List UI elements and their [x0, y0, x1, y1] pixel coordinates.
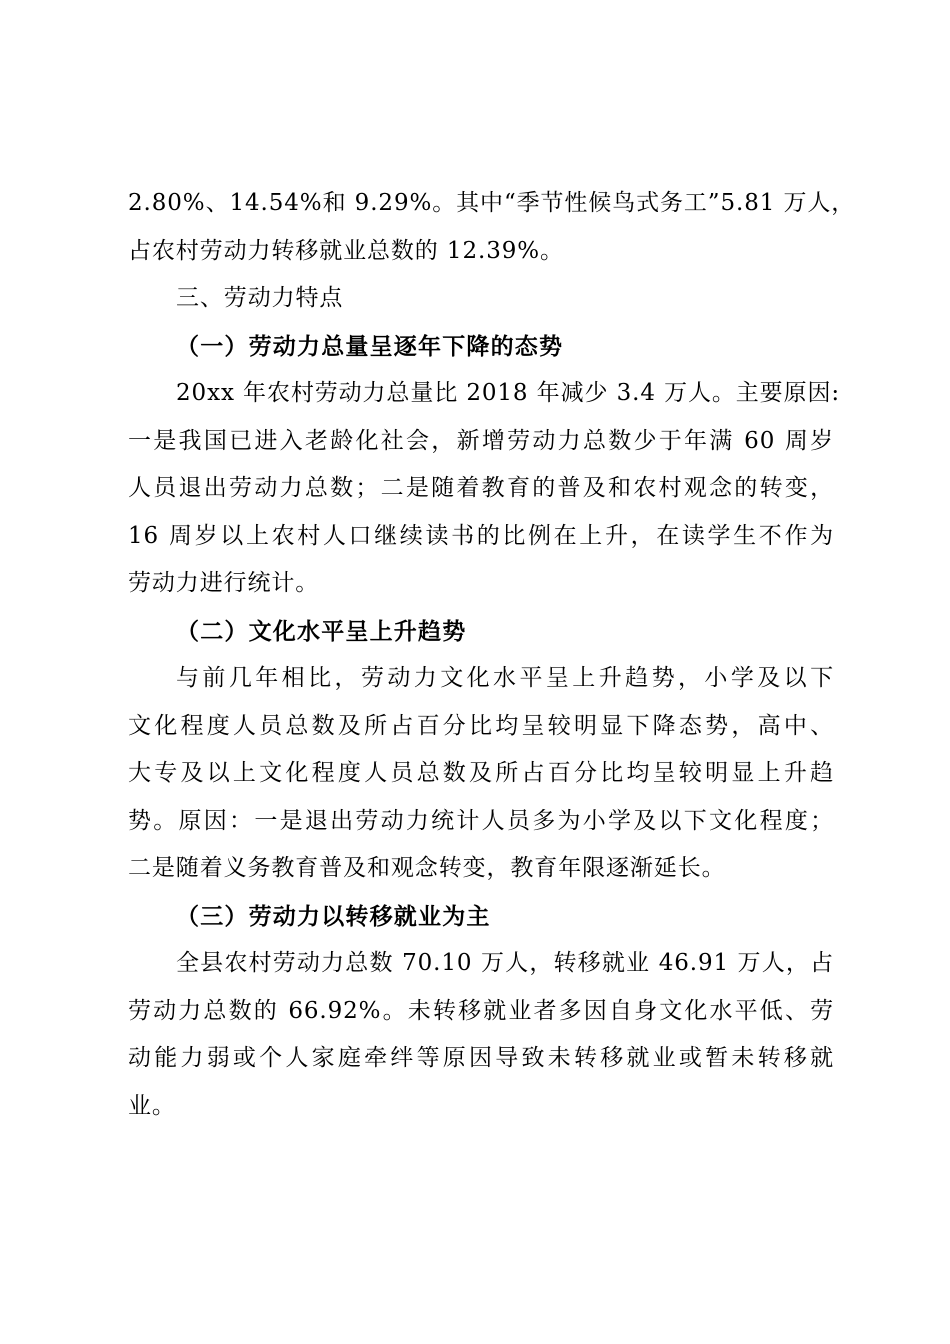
body-line: 一是我国已进入老龄化社会，新增劳动力总数少于年满 60 周岁	[128, 427, 834, 454]
body-line: 势。原因：一是退出劳动力统计人员多为小学及以下文化程度；	[128, 807, 834, 834]
body-line: 业。	[128, 1092, 176, 1119]
body-line: 大专及以上文化程度人员总数及所占百分比均呈较明显上升趋	[128, 760, 834, 786]
document-body	[128, 180, 856, 1130]
body-line: 全县农村劳动力总数 70.10 万人，转移就业 46.91 万人，占	[176, 950, 834, 976]
body-line: 20xx 年农村劳动力总量比 2018 年减少 3.4 万人。主要原因:	[176, 380, 841, 406]
sub-heading: （二）文化水平呈上升趋势	[176, 617, 467, 645]
body-line: 人员退出劳动力总数；二是随着教育的普及和农村观念的转变，	[128, 475, 834, 501]
body-line: 劳动力总数的 66.92%。未转移就业者多因自身文化水平低、劳	[128, 997, 834, 1024]
body-line: 二是随着义务教育普及和观念转变，教育年限逐渐延长。	[128, 855, 726, 881]
body-line: 劳动力进行统计。	[128, 570, 320, 596]
body-line: 动能力弱或个人家庭牵绊等原因导致未转移就业或暂未转移就	[128, 1045, 834, 1071]
body-line: 2.80%、14.54%和 9.29%。其中“季节性候鸟式务工”5.81 万人，	[128, 190, 856, 216]
sub-heading: （三）劳动力以转移就业为主	[176, 902, 491, 930]
sub-heading: （一）劳动力总量呈逐年下降的态势	[176, 332, 564, 360]
body-line: 占农村劳动力转移就业总数的 12.39%。	[128, 237, 564, 264]
body-line: 文化程度人员总数及所占百分比均呈较明显下降态势，高中、	[128, 712, 834, 739]
section-heading: 三、劳动力特点	[176, 285, 344, 311]
body-line: 16 周岁以上农村人口继续读书的比例在上升，在读学生不作为	[128, 522, 834, 549]
body-line: 与前几年相比，劳动力文化水平呈上升趋势，小学及以下	[176, 665, 834, 691]
